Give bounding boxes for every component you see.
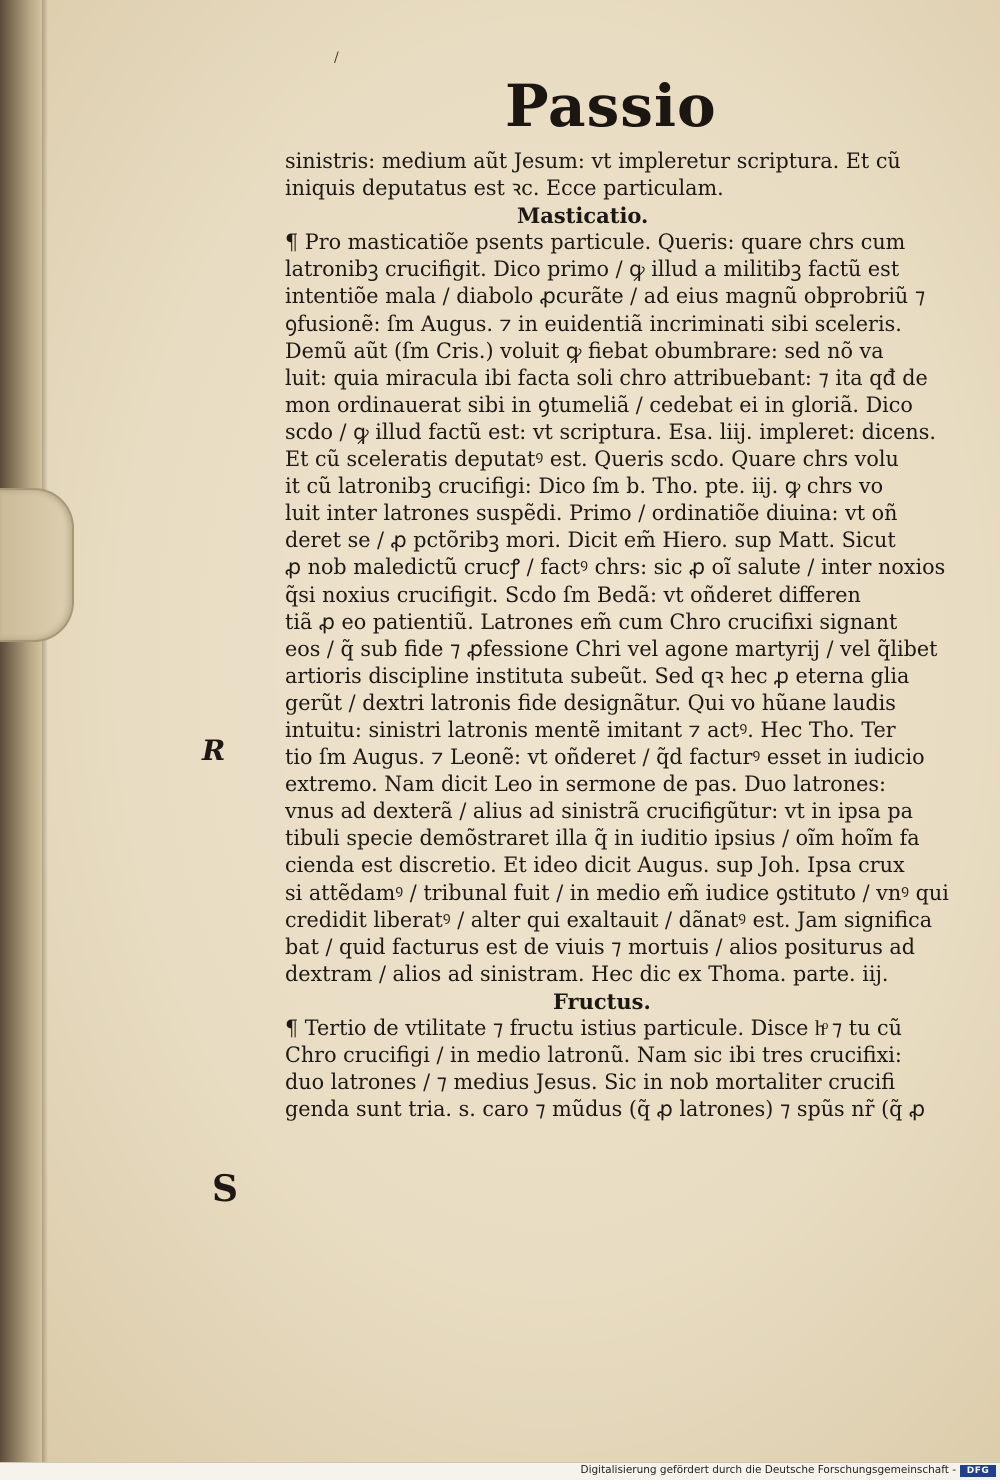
stray-ink-mark: / xyxy=(334,50,339,66)
book-spine-edge xyxy=(0,0,42,1462)
text-line: scdo / ꝙ illud factũ est: vt scriptura. Esa. liij. impleret: dicens. xyxy=(285,419,936,444)
text-line: ꝯfusionẽ: ſm Augus. ⁊ in euidentiã incriminati sibi sceleris. xyxy=(285,311,902,336)
text-line: iniquis deputatus est ꝛc. Ecce particulam. xyxy=(285,176,724,201)
dfg-logo: DFG xyxy=(960,1465,996,1477)
text-line: gerũt / dextri latronis fide designãtur. Qui vo hũane laudis xyxy=(285,690,896,715)
text-line: ꝓ nob maledictũ crucꝭ / factꝰ chrs: sic ꝓ oĩ salute / inter noxios xyxy=(285,555,946,580)
text-line: tibuli specie demõstraret illa q̃ in iuditio ipsius / oĩm hoĩm fa xyxy=(285,826,920,851)
text-line: Demũ aũt (ſm Cris.) voluit ꝙ fiebat obumbrare: sed nõ va xyxy=(285,338,884,363)
footer-credit: Digitalisierung gefördert durch die Deutsche Forschungsgemeinschaft - xyxy=(580,1464,956,1476)
text-line: Chro crucifigi / in medio latronũ. Nam sic ibi tres crucifixi: xyxy=(285,1043,902,1068)
text-line: tio ſm Augus. ⁊ Leonẽ: vt oñderet / q̃d facturꝰ esset in iudicio xyxy=(285,745,925,770)
book-clasp xyxy=(0,488,74,642)
text-line: bat / quid facturus est de viuis ⁊ mortuis / alios positurus ad xyxy=(285,934,916,959)
text-line: luit: quia miracula ibi facta soli chro attribuebant: ⁊ ita qđ de xyxy=(285,365,928,390)
text-line: intuitu: sinistri latronis mentẽ imitant ⁊ actꝰ. Hec Tho. Ter xyxy=(285,717,896,742)
text-line: dextram / alios ad sinistram. Hec dic ex Thoma. parte. iij. xyxy=(285,961,889,986)
text-line: luit inter latrones suspẽdi. Primo / ordinatiõe diuina: vt oñ xyxy=(285,501,898,526)
text-line: intentiõe mala / diabolo ꝓcurãte / ad eius magnũ obprobriũ ⁊ xyxy=(285,284,926,309)
digitization-footer xyxy=(0,1462,1000,1480)
text-line: artioris discipline instituta subeũt. Sed qꝛ hec ꝓ eterna glia xyxy=(285,663,910,688)
text-line: deret se / ꝓ pctõribꝫ mori. Dicit em̃ Hiero. sup Matt. Sicut xyxy=(285,528,896,553)
text-line: duo latrones / ⁊ medius Jesus. Sic in nob mortaliter crucifi xyxy=(285,1070,896,1095)
text-line: q̃si noxius crucifigit. Scdo ſm Bedã: vt oñderet differen xyxy=(285,582,861,607)
text-line: it cũ latronibꝫ crucifigi: Dico ſm b. Tho. pte. iij. ꝙ chrs vo xyxy=(285,474,884,499)
marginal-letter-r: R xyxy=(202,734,226,767)
main-text-block xyxy=(285,148,975,1123)
marginal-letter-s: S xyxy=(212,1168,238,1210)
text-line: tiã ꝓ eo patientiũ. Latrones em̃ cum Chro crucifixi signant xyxy=(285,609,898,634)
text-line: Et cũ sceleratis deputatꝰ est. Queris scdo. Quare chrs volu xyxy=(285,447,899,472)
section-heading-masticatio: Masticatio. xyxy=(517,203,649,229)
text-line: cienda est discretio. Et ideo dicit Augus. sup Joh. Ipsa crux xyxy=(285,853,905,878)
section-heading-fructus: Fructus. xyxy=(553,988,651,1014)
text-line: extremo. Nam dicit Leo in sermone de pas. Duo latrones: xyxy=(285,772,886,797)
running-head: Passio xyxy=(505,72,717,140)
text-line: genda sunt tria. s. caro ⁊ mũdus (q̃ ꝓ latrones) ⁊ spũs nr̃ (q̃ ꝓ xyxy=(285,1097,926,1122)
text-line: eos / q̃ sub fide ⁊ ꝓfessione Chri vel agone martyrij / vel q̃libet xyxy=(285,636,938,661)
text-line: sinistris: medium aũt Jesum: vt impleretur scriptura. Et cũ xyxy=(285,149,901,173)
text-line: ¶ Pro masticatiõe psents particule. Queris: quare chrs cum xyxy=(285,230,906,255)
text-line: latronibꝫ crucifigit. Dico primo / ꝙ illud a militibꝫ factũ est xyxy=(285,257,900,282)
text-line: vnus ad dexterã / alius ad sinistrã crucifigũtur: vt in ipsa pa xyxy=(285,799,913,824)
text-line: si attẽdamꝰ / tribunal fuit / in medio em̃ iudice ꝯstituto / vnꝰ qui xyxy=(285,880,949,905)
text-line: ¶ Tertio de vtilitate ⁊ fructu istius particule. Disce hͦ ⁊ tu cũ xyxy=(285,1016,902,1040)
text-line: credidit liberatꝰ / alter qui exaltauit / dãnatꝰ est. Jam significa xyxy=(285,907,933,932)
text-line: mon ordinauerat sibi in ꝯtumeliã / cedebat ei in gloriã. Dico xyxy=(285,392,913,417)
